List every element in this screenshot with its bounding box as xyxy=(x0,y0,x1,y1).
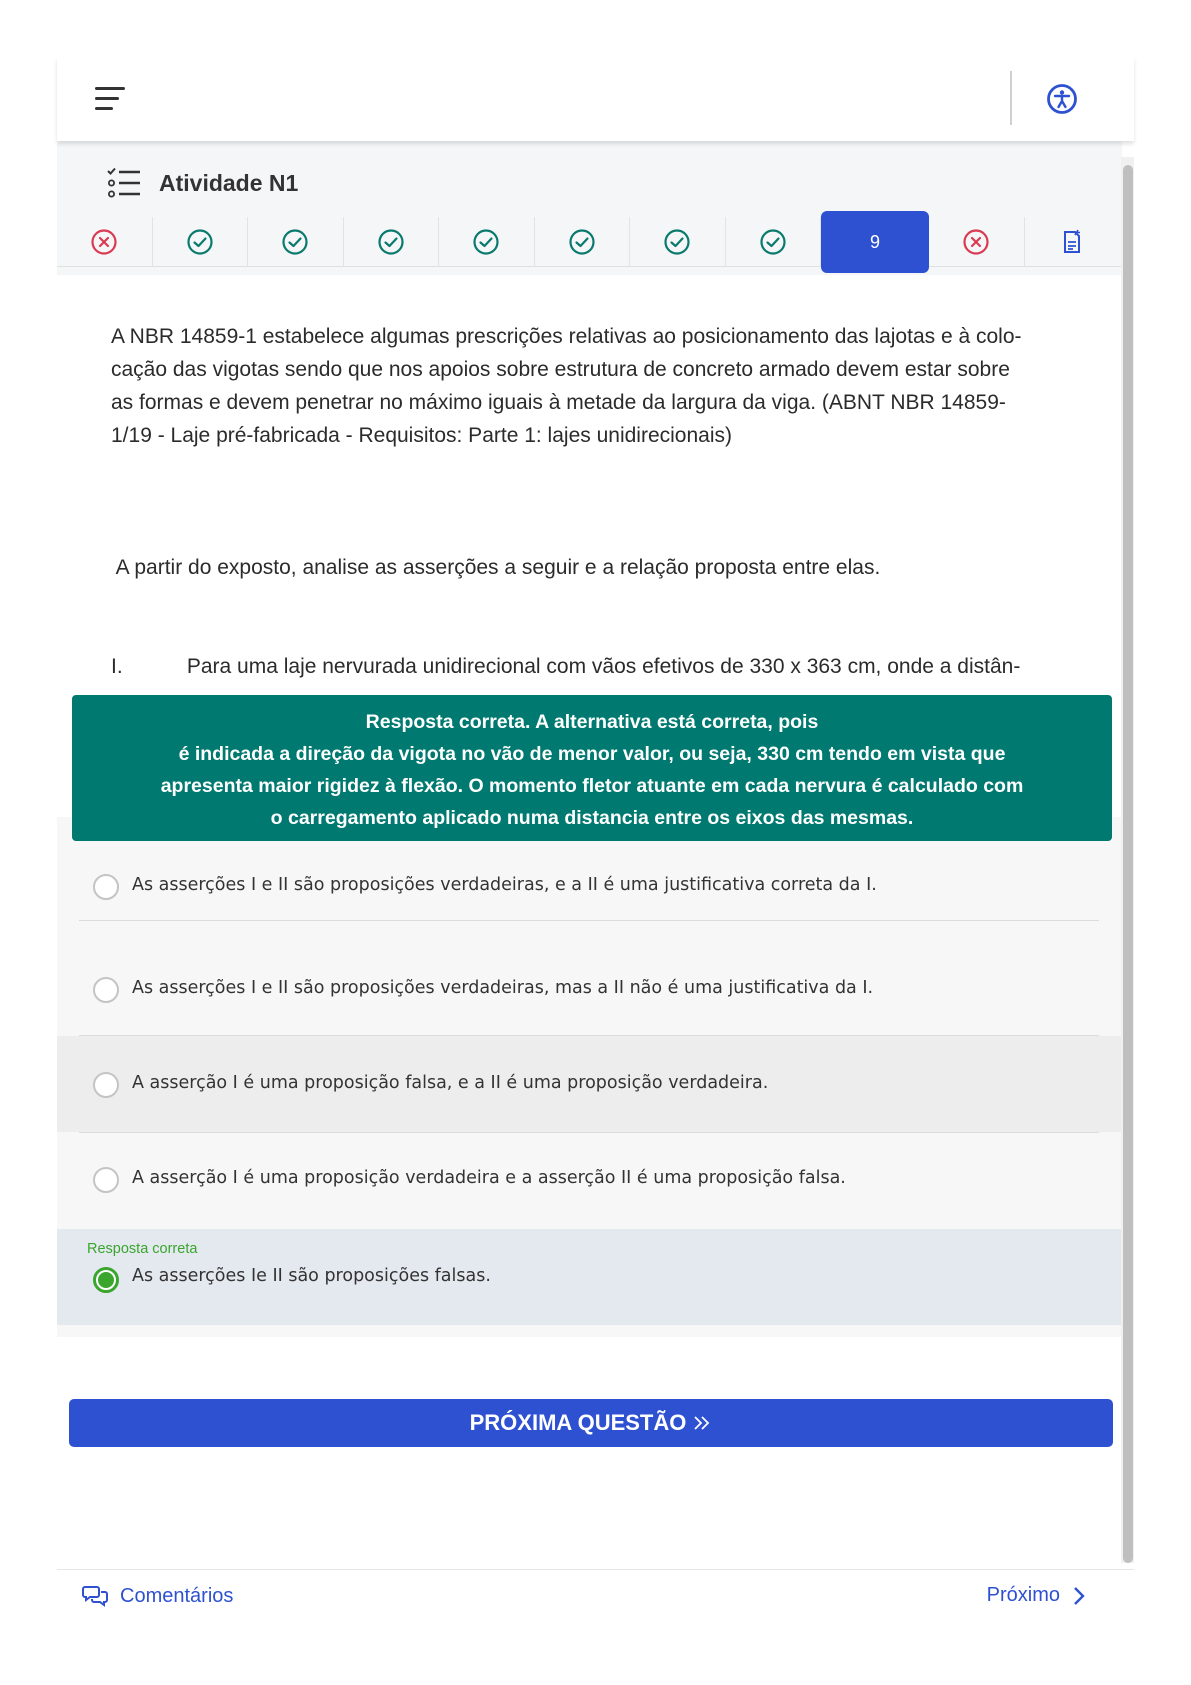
x-circle-icon xyxy=(962,228,990,256)
double-chevron-right-icon xyxy=(692,1414,712,1432)
question-nav-item-4[interactable] xyxy=(344,217,440,267)
question-nav-item-6[interactable] xyxy=(535,217,631,267)
document-edit-icon xyxy=(1058,228,1086,256)
question-nav-item-3[interactable] xyxy=(248,217,344,267)
answer-option-e[interactable] xyxy=(57,1229,1122,1325)
check-circle-icon xyxy=(472,228,500,256)
check-circle-icon xyxy=(281,228,309,256)
question-nav xyxy=(57,217,1122,267)
question-nav-item-1[interactable] xyxy=(57,217,153,267)
next-question-label: PRÓXIMA QUESTÃO xyxy=(469,1410,687,1435)
question-line: A partir do exposto, analise as asserções a seguir e a relação proposta entre elas. xyxy=(111,556,881,579)
radio-dot xyxy=(98,1272,114,1288)
top-bar xyxy=(57,57,1134,141)
comments-label: Comentários xyxy=(120,1584,234,1607)
next-link[interactable] xyxy=(987,1584,1086,1607)
question-text xyxy=(111,320,1081,725)
radio-button[interactable] xyxy=(93,977,119,1003)
answer-options xyxy=(57,817,1122,1337)
answer-option-label: As asserções Ie II são proposições falsas. xyxy=(132,1266,491,1286)
answer-option-label: As asserções I e II são proposições verdadeiras, e a II é uma justificativa correta da I. xyxy=(132,875,877,895)
correct-answer-tag: Resposta correta xyxy=(87,1241,198,1257)
radio-button[interactable] xyxy=(93,1167,119,1193)
question-nav-item-7[interactable] xyxy=(630,217,726,267)
question-area xyxy=(57,275,1122,725)
question-line: A NBR 14859-1 estabelece algumas prescrições relativas ao posicionamento das lajotas e à colo- xyxy=(111,325,1022,348)
check-circle-icon xyxy=(377,228,405,256)
check-circle-icon xyxy=(568,228,596,256)
answer-option-c[interactable] xyxy=(57,1036,1122,1132)
app-frame xyxy=(57,57,1134,1625)
feedback-line: é indicada a direção da vigota no vão de menor valor, ou seja, 330 cm tendo em vista que xyxy=(178,743,1006,765)
question-nav-item-2[interactable] xyxy=(153,217,249,267)
topbar-divider xyxy=(1010,71,1012,125)
feedback-banner xyxy=(72,695,1112,841)
footer-bar xyxy=(57,1569,1134,1625)
feedback-line: apresenta maior rigidez à flexão. O momento fletor atuante em cada nervura é calculado com xyxy=(160,775,1024,797)
feedback-line: Resposta correta. A alternativa está correta, pois xyxy=(365,711,819,733)
accessibility-icon[interactable] xyxy=(1046,83,1078,115)
activity-title: Atividade N1 xyxy=(159,169,299,196)
question-nav-item-11[interactable] xyxy=(1025,217,1121,267)
radio-button-selected[interactable] xyxy=(93,1267,119,1293)
question-paragraph-1 xyxy=(111,320,1081,452)
question-line: 1/19 - Laje pré-fabricada - Requisitos: Parte 1: lajes unidirecionais) xyxy=(111,424,732,447)
answer-option-b[interactable] xyxy=(57,881,1122,998)
question-nav-item-10[interactable] xyxy=(929,217,1025,267)
check-circle-icon xyxy=(663,228,691,256)
question-line: I. Para uma laje nervurada unidirecional com vãos efetivos de 330 x 363 cm, onde a distân- xyxy=(111,655,1021,678)
checklist-icon xyxy=(107,167,141,199)
feedback-line: o carregamento aplicado numa distancia entre os eixos das mesmas. xyxy=(270,807,914,829)
question-nav-item-9[interactable] xyxy=(821,211,929,273)
x-circle-icon xyxy=(90,228,118,256)
question-nav-item-5[interactable] xyxy=(439,217,535,267)
radio-button[interactable] xyxy=(93,1072,119,1098)
question-line: as formas e devem penetrar no máximo iguais à metade da largura da viga. (ABNT NBR 14859- xyxy=(111,391,1006,414)
chevron-right-icon xyxy=(1072,1585,1086,1607)
check-circle-icon xyxy=(759,228,787,256)
current-question-number: 9 xyxy=(869,231,880,252)
answer-option-label: A asserção I é uma proposição falsa, e a II é uma proposição verdadeira. xyxy=(132,1073,769,1093)
answer-option-label: As asserções I e II são proposições verdadeiras, mas a II não é uma justificativa da I. xyxy=(132,978,874,998)
answer-option-d[interactable] xyxy=(57,1133,1122,1229)
check-circle-icon xyxy=(186,228,214,256)
question-nav-item-8[interactable] xyxy=(726,217,822,267)
comments-link[interactable] xyxy=(82,1584,233,1608)
activity-title-row xyxy=(107,163,298,203)
answer-option-label: A asserção I é uma proposição verdadeira e a asserção II é uma proposição falsa. xyxy=(132,1168,846,1188)
hamburger-icon[interactable] xyxy=(95,87,125,111)
next-question-button[interactable] xyxy=(69,1399,1113,1447)
next-label: Próximo xyxy=(986,1584,1060,1606)
comments-icon xyxy=(82,1584,108,1608)
scrollbar-thumb[interactable] xyxy=(1123,165,1133,1563)
activity-header xyxy=(57,141,1122,275)
question-line: cação das vigotas sendo que nos apoios sobre estrutura de concreto armado devem estar sobre xyxy=(111,358,1010,381)
